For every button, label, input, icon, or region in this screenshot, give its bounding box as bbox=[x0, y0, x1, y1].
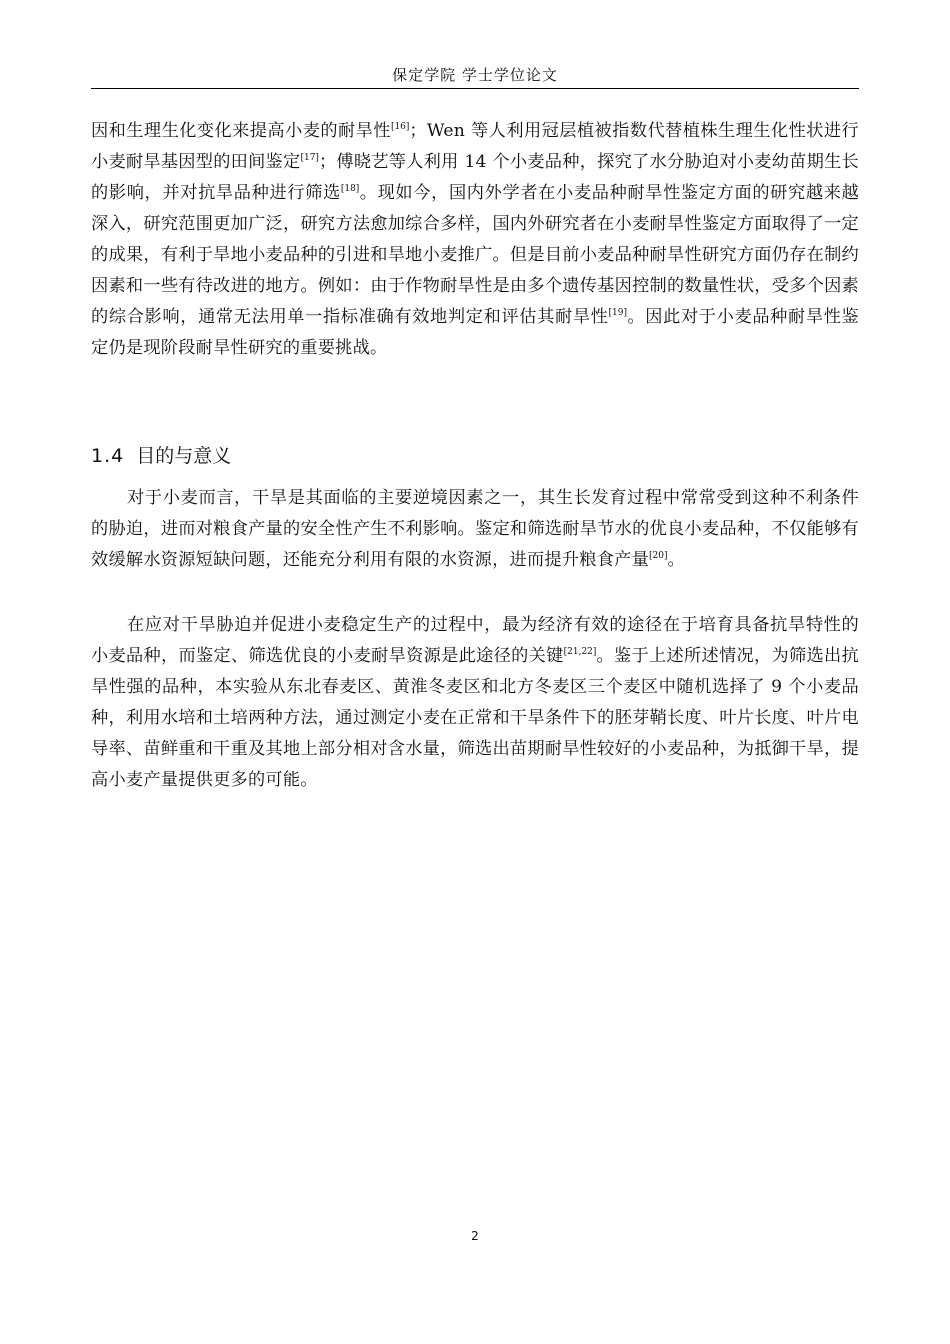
body-paragraph-3 bbox=[91, 610, 859, 796]
citation-19: [19] bbox=[608, 308, 627, 318]
section-heading bbox=[91, 440, 231, 472]
paragraph-text: 在应对干旱胁迫并促进小麦稳定生产的过程中，最为经济有效的途径在于培育具备抗旱特性的小麦品种，而鉴定、筛选优良的小麦耐旱资源是此途径的关键 bbox=[91, 615, 859, 666]
paragraph-text: 。鉴于上述所述情况，为筛选出抗旱性强的品种，本实验从东北春麦区、黄淮冬麦区和北方冬麦区三个麦区中随机选择了 9 个小麦品种，利用水培和土培两种方法，通过测定小麦在正常和干旱条件下的胚芽鞘长度、叶片长度、叶片电导率、苗鲜重和干重及其地上部分相对含水量，筛选出苗期耐旱性较好的小麦品种，为抵御干旱，提高小麦产量提供更多的可能。 bbox=[91, 646, 859, 790]
paragraph-text: 。 bbox=[667, 550, 685, 570]
paragraph-text: 。现如今，国内外学者在小麦品种耐旱性鉴定方面的研究越来越深入，研究范围更加广泛，研究方法愈加综合多样，国内外研究者在小麦耐旱性鉴定方面取得了一定的成果，有利于旱地小麦品种的引进和旱地小麦推广。但是目前小麦品种耐旱性研究方面仍存在制约因素和一些有待改进的地方。例如：由于作物耐旱性是由多个遗传基因控制的数量性状，受多个因素的综合影响，通常无法用单一指标准确有效地判定和评估其耐旱性 bbox=[91, 183, 859, 327]
section-title: 目的与意义 bbox=[136, 445, 232, 467]
citation-18: [18] bbox=[340, 184, 360, 194]
body-paragraph-1 bbox=[91, 116, 859, 364]
citation-16: [16] bbox=[390, 122, 410, 132]
paragraph-text: 因和生理生化变化来提高小麦的耐旱性 bbox=[91, 121, 391, 141]
paragraph-text: 。因此对于小麦品种耐旱性鉴定仍是现阶段耐旱性研究的重要挑战。 bbox=[91, 307, 859, 358]
page-header bbox=[91, 64, 859, 89]
citation-17: [17] bbox=[300, 153, 319, 163]
page-number: 2 bbox=[471, 1229, 479, 1243]
paragraph-text: 对于小麦而言，干旱是其面临的主要逆境因素之一，其生长发育过程中常常受到这种不利条件的胁迫，进而对粮食产量的安全性产生不利影响。鉴定和筛选耐旱节水的优良小麦品种，不仅能够有效缓解水资源短缺问题，还能充分利用有限的水资源，进而提升粮食产量 bbox=[91, 488, 859, 570]
citation-20: [20] bbox=[649, 551, 668, 561]
paragraph-text: ；傅晓艺等人利用 14 个小麦品种，探究了水分胁迫对小麦幼苗期生长的影响，并对抗旱品种进行筛选 bbox=[91, 152, 859, 203]
section-number: 1.4 bbox=[91, 445, 125, 467]
header-title: 保定学院 学士学位论文 bbox=[392, 66, 558, 84]
paragraph-text: ；Wen 等人利用冠层植被指数代替植株生理生化性状进行小麦耐旱基因型的田间鉴定 bbox=[91, 121, 859, 172]
citation-21-22: [21,22] bbox=[563, 647, 597, 657]
body-paragraph-2 bbox=[91, 483, 859, 576]
